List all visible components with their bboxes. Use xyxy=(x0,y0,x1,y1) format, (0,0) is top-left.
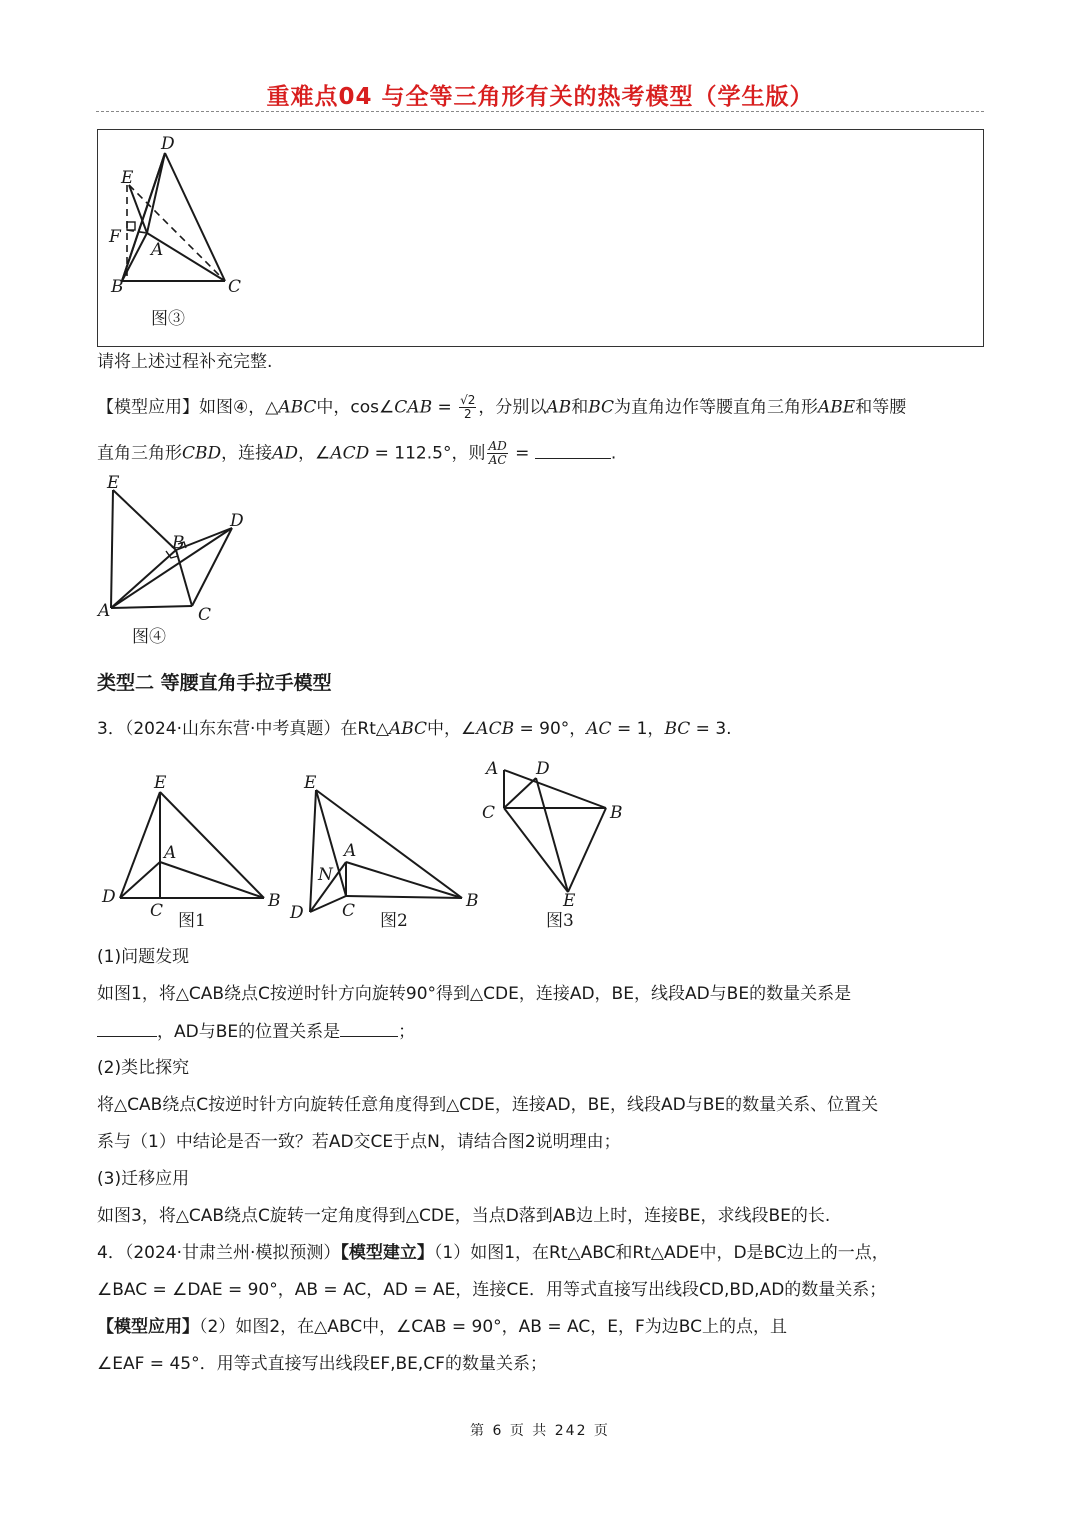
q3-f1-caption: 图1 xyxy=(178,911,206,931)
q3-s1-title: (1)问题发现 xyxy=(97,947,190,967)
fig3-line-EA xyxy=(129,185,147,233)
q4-line-2: ∠BAC = ∠DAE = 90°，AB = AC，AD = AE，连接CE．用等式直接写出线段CD,BD,AD的数量关系； xyxy=(97,1280,887,1300)
fig4-line-EA xyxy=(111,490,113,608)
figure-4 xyxy=(96,472,266,652)
q3-f1-label-E: E xyxy=(154,773,167,793)
fig4-label-B: B xyxy=(172,533,185,553)
page-title: 重难点04 与全等三角形有关的热考模型（学生版） xyxy=(266,84,814,110)
q3-f2-label-C: C xyxy=(342,901,356,921)
fig3-label-A: A xyxy=(151,240,164,260)
q3-f3-label-A: A xyxy=(486,760,499,779)
fig4-label-A: A xyxy=(98,601,111,621)
q3-f2-label-A: A xyxy=(344,841,357,861)
q3-f3-label-E: E xyxy=(563,891,576,911)
page-footer: 第 6 页 共 242 页 xyxy=(470,1423,610,1439)
fig3-line-DA xyxy=(147,153,165,233)
fig3-caption: 图③ xyxy=(151,309,185,329)
q3-f3-label-D: D xyxy=(536,760,550,779)
q3-s2-line-1: 将△CAB绕点C按逆时针方向旋转任意角度得到△CDE，连接AD，BE，线段AD与BE的数量关系、位置关 xyxy=(97,1095,879,1115)
q4-line-4: ∠EAF = 45°．用等式直接写出线段EF,BE,CF的数量关系； xyxy=(97,1354,547,1374)
q3-s2-title: (2)类比探究 xyxy=(97,1058,190,1078)
fig4-line-AB xyxy=(111,550,176,608)
figure-3 xyxy=(97,129,984,347)
header-divider xyxy=(96,111,984,112)
fig3-label-F: F xyxy=(109,227,121,247)
fig3-label-C: C xyxy=(228,277,242,297)
q3-s3-line-1: 如图3，将△CAB绕点C旋转一定角度得到△CDE，当点D落到AB边上时，连接BE，求线段BE的长. xyxy=(97,1206,831,1226)
q3-f3-label-C: C xyxy=(482,803,496,823)
fig4-label-D: D xyxy=(230,511,244,531)
q3-f2-label-N: N xyxy=(318,865,333,885)
q3-figures xyxy=(96,760,656,938)
fig3-right-angle-mark xyxy=(127,222,135,230)
sqrt2-over-2: $\frac{√2}{2}$ xyxy=(460,393,476,421)
q3-f2-label-D: D xyxy=(290,903,304,923)
q3-figure-1 xyxy=(120,792,264,898)
q4-line-1: 4．（2024·甘肃兰州·模拟预测）【模型建立】（1）如图1，在Rt△ABC和Rt△ADE中，D是BC边上的一点， xyxy=(97,1243,889,1263)
fig3-label-B: B xyxy=(111,277,124,297)
fig4-caption: 图④ xyxy=(132,627,166,647)
fig3-line-BA xyxy=(122,233,147,281)
fig4-line-CD xyxy=(192,528,232,606)
fig4-label-C: C xyxy=(198,605,212,625)
q3-blank-2[interactable] xyxy=(340,1020,398,1037)
fig3-label-D: D xyxy=(161,134,175,154)
q3-f3-label-B: B xyxy=(610,803,623,823)
fig4-line-AC xyxy=(111,606,192,608)
q3-figure-3 xyxy=(504,770,606,892)
section-type2-title: 类型二 等腰直角手拉手模型 xyxy=(97,672,332,694)
ad-over-ac: $\frac{AD}{AC}$ xyxy=(488,439,507,467)
q3-intro: 3．（2024·山东东营·中考真题）在Rt△ABC中，∠ACB = 90°，AC = 1，BC = 3. xyxy=(97,719,732,739)
q3-s2-line-2: 系与（1）中结论是否一致？若AD交CE于点N，请结合图2说明理由； xyxy=(97,1132,621,1152)
q3-blank-1[interactable] xyxy=(97,1020,157,1037)
q3-f1-label-D: D xyxy=(102,887,116,907)
fig3-label-E: E xyxy=(121,168,134,188)
q3-f2-label-E: E xyxy=(304,773,317,793)
fig4-line-EB xyxy=(113,490,176,550)
q4-line-3: 【模型应用】（2）如图2，在△ABC中，∠CAB = 90°，AB = AC，E，F为边BC上的点，且 xyxy=(97,1317,787,1337)
q3-f1-label-B: B xyxy=(268,891,281,911)
q3-f2-caption: 图2 xyxy=(380,911,408,931)
q3-figure-2 xyxy=(310,790,462,912)
fill-instruction: 请将上述过程补充完整. xyxy=(97,352,273,372)
app-line-1: 【模型应用】如图④，△ABC中，cos∠CAB = $\frac{√2}{2}$ ，分别以AB和BC为直角边作等腰直角三角形ABE和等腰 xyxy=(97,393,907,421)
fig4-line-BC xyxy=(176,550,192,606)
q3-f2-label-B: B xyxy=(466,891,479,911)
q3-f1-label-A: A xyxy=(164,843,177,863)
fig4-label-E: E xyxy=(107,473,120,493)
q3-s1-line-2: ，AD与BE的位置关系是 ； xyxy=(97,1020,415,1043)
q3-s1-line-1: 如图1，将△CAB绕点C按逆时针方向旋转90°得到△CDE，连接AD，BE，线段AD与BE的数量关系是 xyxy=(97,984,852,1004)
q3-f3-caption: 图3 xyxy=(546,911,574,931)
app-line-2: 直角三角形CBD，连接AD，∠ACD = 112.5°，则 $\frac{AD}{AC}$ = . xyxy=(97,439,617,467)
q3-f1-label-C: C xyxy=(150,901,164,921)
q3-s3-title: (3)迁移应用 xyxy=(97,1169,190,1189)
answer-blank[interactable] xyxy=(535,442,611,459)
